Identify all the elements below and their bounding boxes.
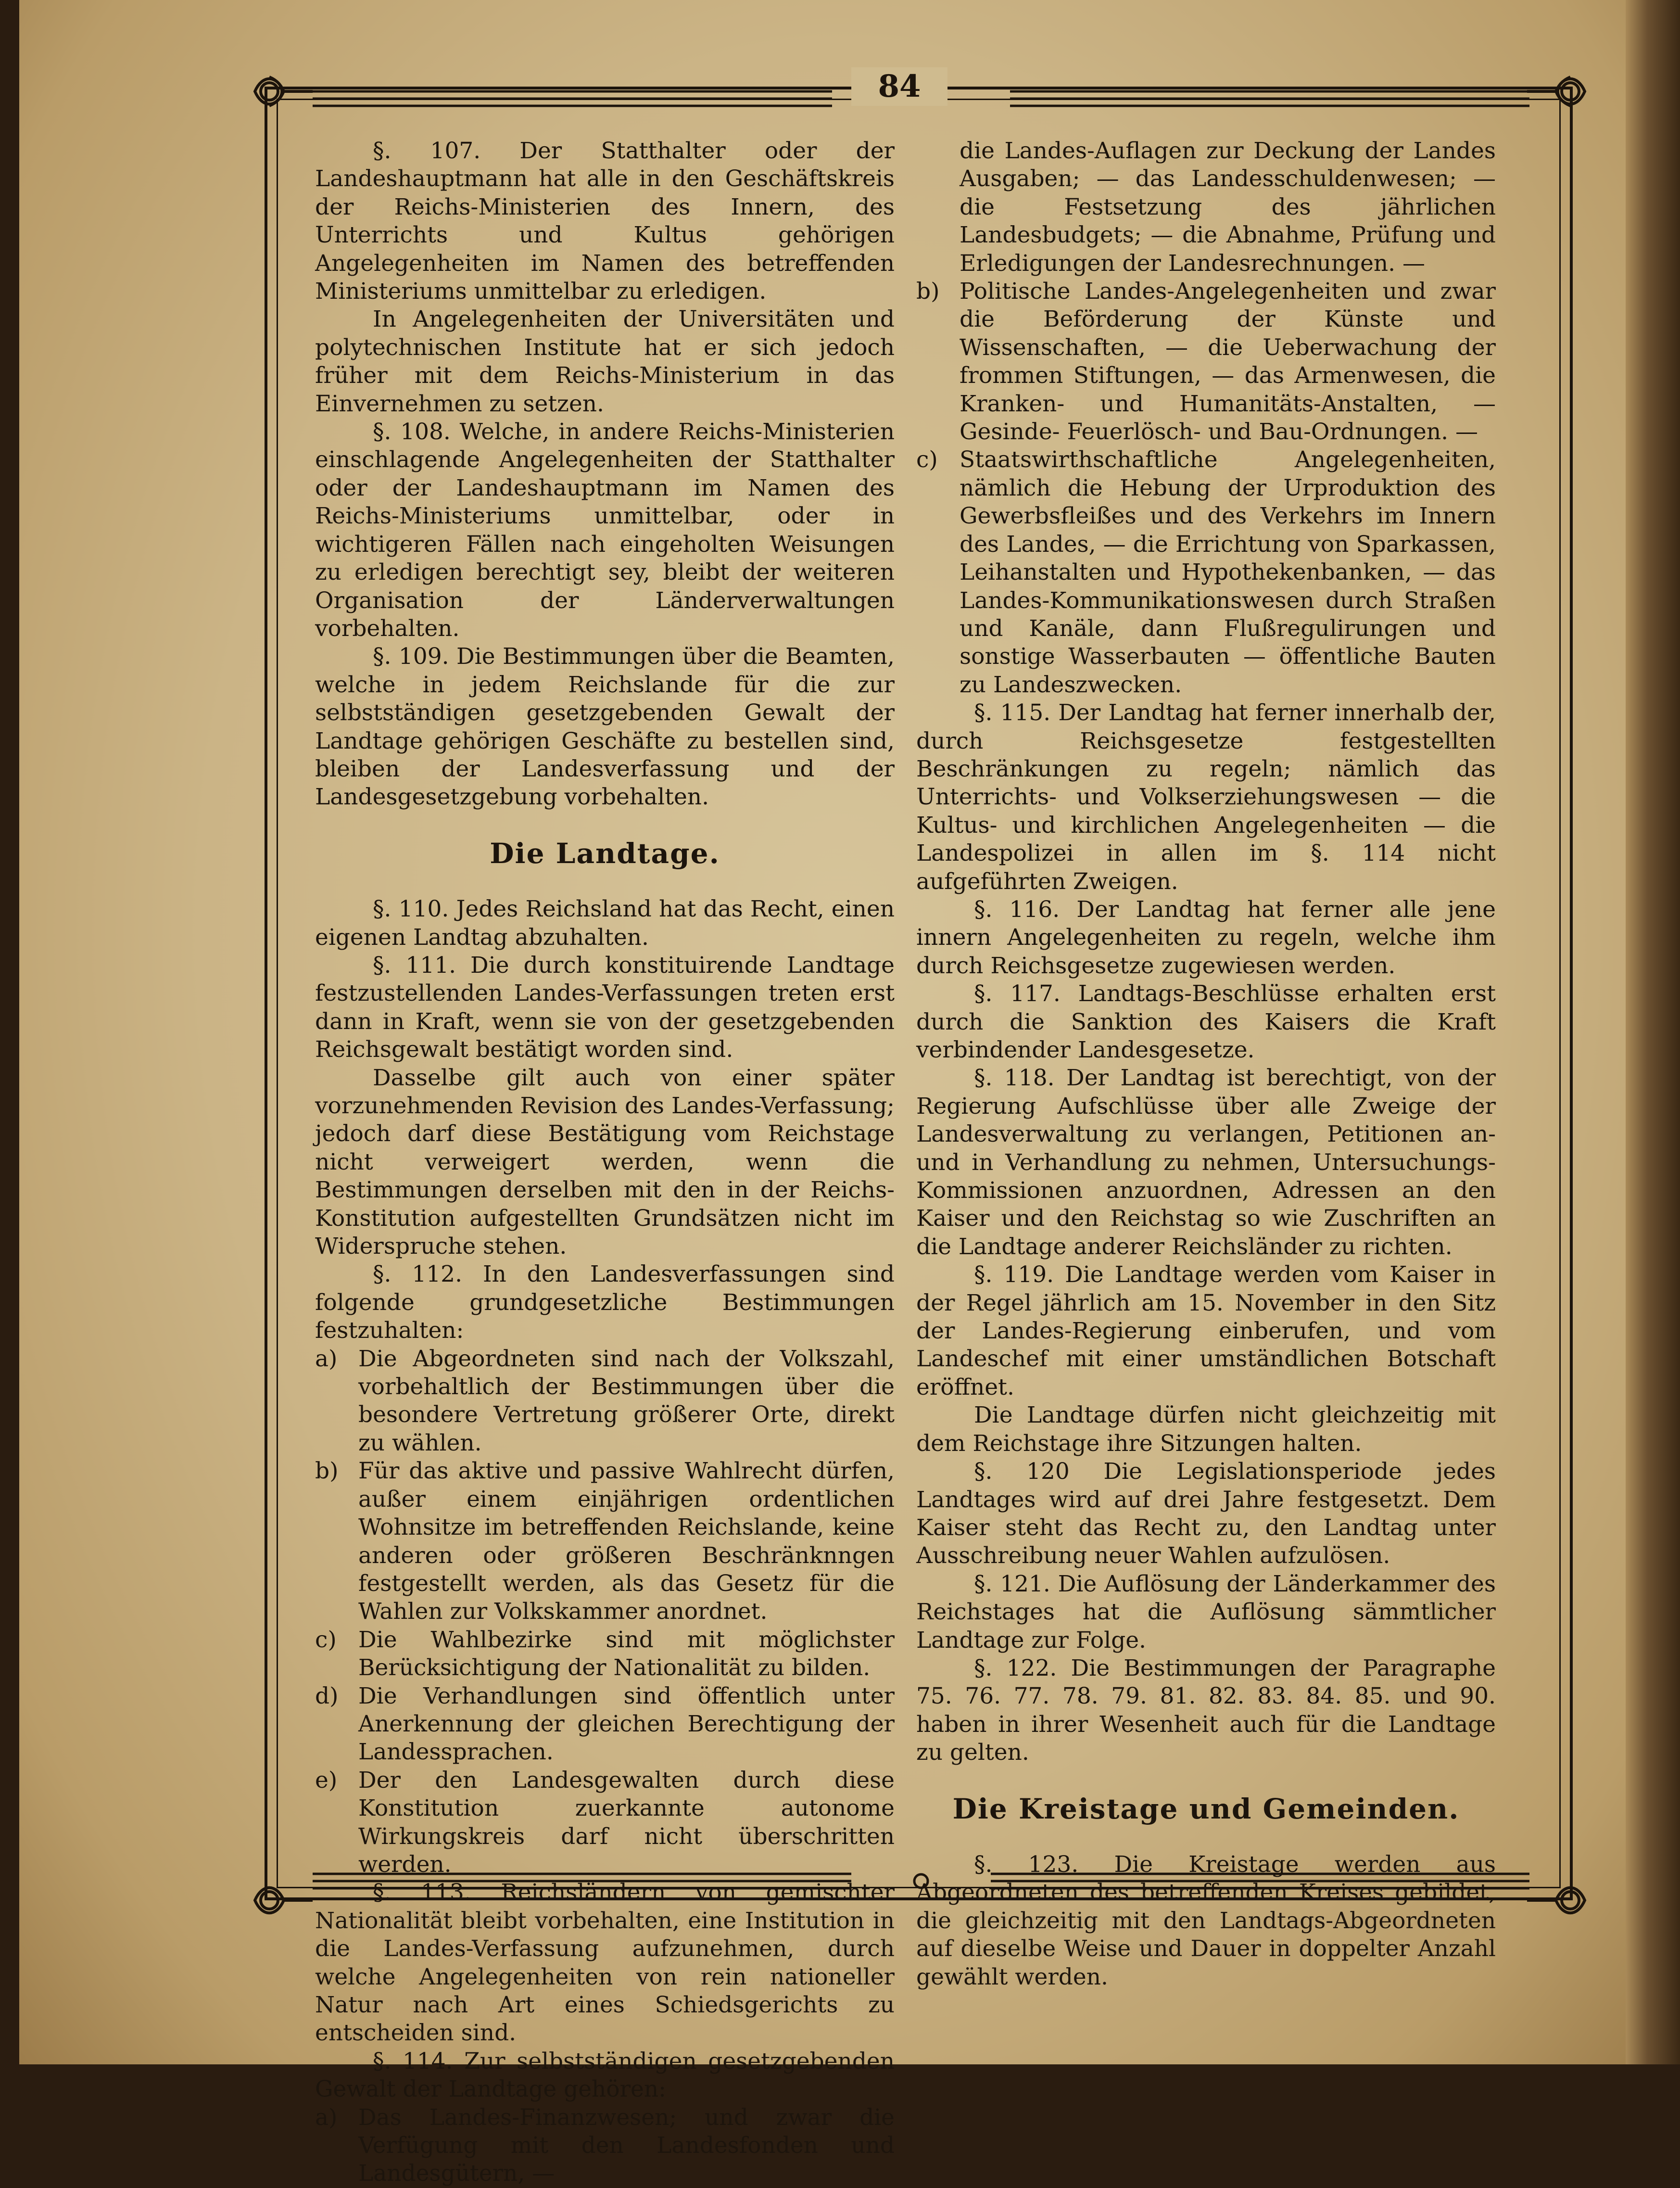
section-119-paragraph-2: Die Landtage dürfen nicht gleichzeitig mit dem Reichstage ihre Sitzungen halten. — [916, 1402, 1496, 1457]
section-114: §. 114. Zur selbstständigen gesetzgebenden Gewalt der Landtage gehören: — [315, 2048, 895, 2103]
section-112-item-d: d) Die Verhandlungen sind öffentlich unter Anerkennung der gleichen Berechtigung der Landessprachen. — [315, 1682, 895, 1766]
page-number: 84 — [851, 67, 947, 106]
right-column — [916, 137, 1496, 1991]
section-108: §. 108. Welche, in andere Reichs-Ministerien einschlagende Angelegenheiten der Statthalter oder der Landeshauptmann im Namen des Reichs-Ministeriums unmittelbar, oder in wichtigeren Fällen nach eingeholten Weisungen zu erledigen berechtigt sey, bleibt der weiteren Organisation der Länderverwaltungen vorbehalten. — [315, 419, 895, 642]
item-label-c: c) — [916, 446, 938, 473]
item-label-b: b) — [315, 1458, 339, 1485]
corner-ornament-top-right — [1522, 72, 1590, 140]
section-112-item-e: e) Der den Landesgewalten durch diese Konstitution zuerkannte autonome Wirkungskreis darf nicht überschritten werden. — [315, 1767, 895, 1878]
section-107-paragraph-2: In Angelegenheiten der Universitäten und polytechnischen Institute hat er sich jedoch früher mit dem Reichs-Ministerium in das Einvernehmen zu setzen. — [315, 306, 895, 417]
heading-kreistage-gemeinden: Die Kreistage und Gemeinden. — [952, 1792, 1460, 1825]
section-111: §. 111. Die durch konstituirende Landtage festzustellenden Landes-Verfassungen treten erst dann in Kraft, wenn sie von der gesetzgebenden Reichsgewalt bestätigt worden sind. — [315, 952, 895, 1063]
left-column — [315, 137, 895, 2188]
corner-ornament-top-left — [250, 72, 317, 140]
section-114-item-c: c) Staatswirthschaftliche Angelegenheiten, nämlich die Hebung der Urproduktion des Gewerbsfleißes und des Verkehrs im Innern des Landes, — die Errichtung von Sparkassen, Leihanstalten und Hypothekenbanken, — das Landes-Kommunikationswesen durch Straßen und Kanäle, dann Flußregulirungen und sonstige Wasserbauten — öffentliche Bauten zu Landeszwecken. — [916, 446, 1496, 698]
section-116: §. 116. Der Landtag hat ferner alle jene innern Angelegenheiten zu regeln, welche ihm durch Reichsgesetze zugewiesen werden. — [916, 896, 1496, 979]
section-120: §. 120 Die Legislationsperiode jedes Landtages wird auf drei Jahre festgesetzt. Dem Kaiser steht das Recht zu, den Landtag unter Ausschreibung neuer Wahlen aufzulösen. — [916, 1458, 1496, 1569]
section-122: §. 122. Die Bestimmungen der Paragraphe 75. 76. 77. 78. 79. 81. 82. 83. 84. 85. und 90. haben in ihrer Wesenheit auch für die Landtage zu gelten. — [916, 1654, 1496, 1766]
section-112-item-c: c) Die Wahlbezirke sind mit möglichster Berücksichtigung der Nationalität zu bilden. — [315, 1626, 895, 1681]
item-label-e: e) — [315, 1767, 338, 1794]
item-label-c: c) — [315, 1626, 337, 1653]
section-121: §. 121. Die Auflösung der Länderkammer des Reichstages hat die Auflösung sämmtlicher Landtage zur Folge. — [916, 1570, 1496, 1654]
book-spine — [1626, 0, 1680, 2064]
section-113: §. 113. Reichsländern von gemischter Nationalität bleibt vorbehalten, eine Institution in die Landes-Verfassung aufzunehmen, durch welche Angelegenheiten von rein nationeller Natur nach Art eines Schiedsgerichts zu entscheiden sind. — [315, 1879, 895, 2047]
section-112-item-a: a) Die Abgeordneten sind nach der Volkszahl, vorbehaltlich der Bestimmungen über die besondere Vertretung größerer Orte, direkt zu wählen. — [315, 1345, 895, 1456]
section-112: §. 112. In den Landesverfassungen sind folgende grundgesetzliche Bestimmungen festzuhalten: — [315, 1261, 895, 1344]
section-119: §. 119. Die Landtage werden vom Kaiser in der Regel jährlich am 15. November in den Sitz der Landes-Regierung einberufen, und vom Landeschef mit einer umständlichen Botschaft eröffnet. — [916, 1261, 1496, 1400]
section-118: §. 118. Der Landtag ist berechtigt, von der Regierung Aufschlüsse über alle Zweige der Landesverwaltung zu verlangen, Petitionen an- und in Verhandlung zu nehmen, Untersuchungs-Kommissionen anzuordnen, Adressen an den Kaiser und den Reichstag so wie Zuschriften an die Landtage anderer Reichsländer zu richten. — [916, 1065, 1496, 1260]
section-114-item-a: a) Das Landes-Finanzwesen; und zwar die Verfügung mit den Landesfonden und Landesgütern, — — [315, 2104, 895, 2187]
corner-ornament-bottom-left — [250, 1852, 317, 1920]
item-label-b: b) — [916, 278, 940, 305]
heading-landtage: Die Landtage. — [490, 837, 720, 870]
section-112-item-b: b) Für das aktive und passive Wahlrecht dürfen, außer einem einjährigen ordentlichen Wohnsitze im betreffenden Reichslande, keine anderen oder größeren Beschränknngen festgestellt werden, als das Gesetz für die Wahlen zur Volkskammer anordnet. — [315, 1458, 895, 1625]
section-123: §. 123. Die Kreistage werden aus Abgeordneten des betreffenden Kreises gebildet, die gleichzeitig mit den Landtags-Abgeordneten auf dieselbe Weise und Dauer in doppelter Anzahl gewählt werden. — [916, 1851, 1496, 1990]
section-117: §. 117. Landtags-Beschlüsse erhalten erst durch die Sanktion des Kaisers die Kraft verbindender Landesgesetze. — [916, 980, 1496, 1063]
section-111-paragraph-2: Dasselbe gilt auch von einer später vorzunehmenden Revision des Landes-Verfassung; jedoch darf diese Bestätigung vom Reichstage nicht verweigert werden, wenn die Bestimmungen derselben mit den in der Reichs-Konstitution aufgestellten Grundsätzen nicht im Widerspruche stehen. — [315, 1064, 895, 1260]
item-label-a: a) — [315, 1345, 338, 1372]
section-109: §. 109. Die Bestimmungen über die Beamten, welche in jedem Reichslande für die zur selbstständigen gesetzgebenden Gewalt der Landtage gehörigen Geschäfte zu bestellen sind, bleiben der Landesverfassung und der Landesgesetzgebung vorbehalten. — [315, 643, 895, 811]
item-label-a: a) — [315, 2104, 338, 2131]
section-114-item-b: b) Politische Landes-Angelegenheiten und zwar die Beförderung der Künste und Wissenschaften, — die Ueberwachung der frommen Stiftungen, — das Armenwesen, die Kranken- und Humanitäts-Anstalten, — Gesinde- Feuerlösch- und Bau-Ordnungen. — — [916, 278, 1496, 445]
section-115: §. 115. Der Landtag hat ferner innerhalb der, durch Reichsgesetze festgestellten Beschränkungen zu regeln; nämlich das Unterrichts- und Volkserziehungswesen — die Kultus- und kirchlichen Angelegenheiten — die Landespolizei in allen im §. 114 nicht aufgeführten Zweigen. — [916, 700, 1496, 895]
corner-ornament-bottom-right — [1522, 1852, 1590, 1920]
section-110: §. 110. Jedes Reichsland hat das Recht, einen eigenen Landtag abzuhalten. — [315, 896, 895, 951]
section-114-item-a-continued: die Landes-Auflagen zur Deckung der Landes Ausgaben; — das Landesschuldenwesen; — die Festsetzung des jährlichen Landesbudgets; — die Abnahme, Prüfung und Erledigungen der Landesrechnungen. — — [960, 138, 1496, 277]
section-107: §. 107. Der Statthalter oder der Landeshauptmann hat alle in den Geschäftskreis der Reichs-Ministerien des Innern, des Unterrichts und Kultus gehörigen Angelegenheiten im Namen des betreffenden Ministeriums unmittelbar zu erledigen. — [315, 138, 895, 305]
item-label-d: d) — [315, 1682, 339, 1709]
